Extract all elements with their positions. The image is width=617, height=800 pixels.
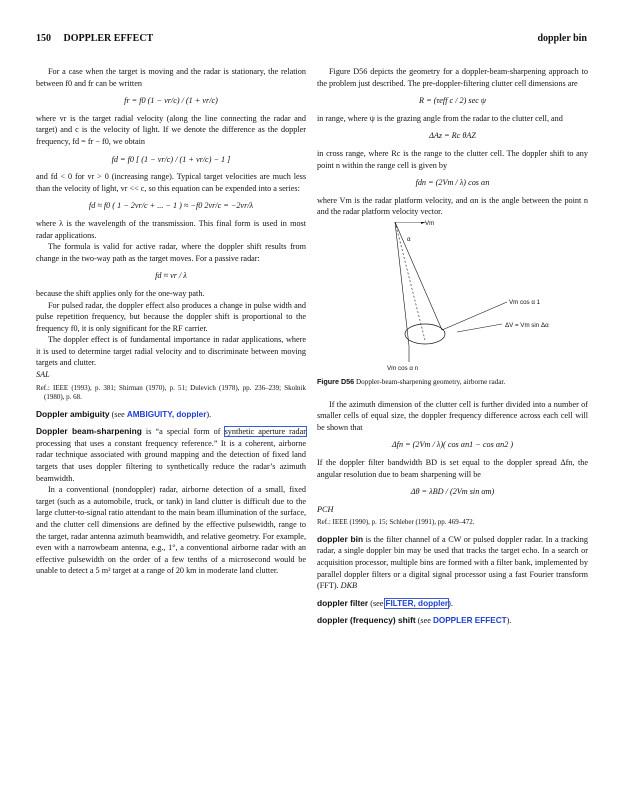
entry-end: ). [448,598,453,608]
entry-see: (see [415,616,433,626]
reference: Ref.: IEEE (1990), p. 15; Schleher (1991), pp. 469–472. [317,518,475,527]
author-signature: PCH [317,504,334,514]
entry-text: is “a special form of [141,427,225,437]
entry-doppler-ambiguity [36,409,306,421]
paragraph: For pulsed radar, the doppler effect also produces a change in pulse width and pulse repetition frequency, but because the doppler shift is proportional to the frequency f0, it is only significant for the RF carrier. [36,300,306,333]
label-vm: Vm [425,219,435,227]
entry-doppler-beam-sharpening [36,426,306,484]
paragraph: The formula is valid for active radar, where the doppler shift results from change in the two-way path as the target moves. For a passive radar: [36,242,306,263]
entry-doppler-filter [317,598,588,610]
entry-term: Doppler beam-sharpening [36,426,142,437]
equation: fdn = (2Vm / λ) cos αn [415,178,490,188]
equation: Δθ = λBD / (2Vm sin αm) [410,487,495,497]
author-signature: SAL [36,370,50,380]
paragraph: In a conventional (nondoppler) radar, airborne detection of a small, fixed target (such as a automobile, truck, or tank) in land clutter is difficult due to the large clutter-to-signal ratio attendant to the main beam illumination of the surface, and the clutter cell dimensions are defined by the effective pulsewidth, range to the target, radar antenna azimuth beamwidth, and relative geometry. For example, even with a narrowbeam antenna, e.g., 1°, a conventional airborne radar with an effective pulsewidth on the order of a few tenths of a microsecond would be unable to detect a 5 m² target at a range of 20 km in moderate land clutter. [36,485,306,576]
entry-text: is the filter channel of a CW or pulsed doppler radar. In a tracking radar, a single doppler bin may be used that tracks the target echo. In a search or acquisition processor, multiple bins are formed with a filter bank, implemented by parallel doppler filters or a digital signal processor using a fast Fourier transform (FFT). [317,534,588,591]
entry-term: doppler (frequency) shift [317,615,416,626]
paragraph: in cross range, where Rc is the range to the clutter cell. The doppler shift to any point n within the range cell is given by [317,148,588,170]
page-number: 150 [36,33,51,44]
equation: fd = f0 [ (1 − vr/c) / (1 + vr/c) − 1 ] [111,154,231,164]
figure-d56 [317,219,588,372]
paragraph: where λ is the wavelength of the transmission. This final form is used in most radar applications. [36,218,306,240]
figure-caption [317,376,588,389]
clutter-cell [405,324,445,344]
entry-text: processing that uses a constant frequency reference.” It is a coherent, airborne radar technique associated with ground mapping and the detection of fixed land targets that uses doppler filtering to synthetically reduce the radar’s azimuth beamwidth. [36,438,306,483]
entry-term: Doppler ambiguity [36,408,110,419]
label-vm-cos-an: Vm cos α n [387,364,419,372]
link-doppler-effect[interactable]: DOPPLER EFFECT [432,616,507,626]
equation: fd ≈ f0 ( 1 − 2vr/c + ... − 1 ) ≈ −f0 2vr/c = −2vr/λ [88,201,254,211]
page-header [36,33,587,47]
right-column [317,66,588,627]
paragraph: Figure D56 depicts the geometry for a doppler-beam-sharpening approach to the problem just described. The pre-doppler-filtering clutter cell dimensions are [317,67,588,88]
label-delta-v: ΔV = Vm sin Δα [505,321,549,329]
header-left [36,33,163,44]
paragraph: where vr is the target radial velocity (along the line connecting the radar and target) and c is the velocity of light. If we denote the difference as the doppler frequency, fd = fr − f0, we obtain [36,113,306,146]
link-ambiguity-doppler[interactable]: AMBIGUITY, doppler [126,409,207,419]
link-filter-doppler[interactable]: FILTER, doppler [385,598,449,608]
paragraph: The doppler effect is of fundamental importance in radar applications, where it is used to determine target radial velocity and to discriminate between moving targets and clutter. [36,335,306,368]
entry-end: ). [206,409,212,419]
paragraph: If the doppler filter bandwidth BD is set equal to the doppler spread Δfn, the angular resolution due to beam sharpening will be [317,457,588,479]
caption-label: Figure D56 [317,376,355,386]
left-column [36,66,306,577]
entry-term: doppler bin [317,533,364,544]
vm-cos-a1-vector [442,302,507,330]
entry-see: (see [111,409,127,419]
beam-geometry-diagram [317,222,588,372]
label-alpha: α [407,235,411,243]
equation: fr = f0 (1 − vr/c) / (1 + vr/c) [124,96,218,106]
paragraph: If the azimuth dimension of the clutter cell is further divided into a number of smaller cells of equal size, the doppler frequency difference across each cell will be shown that [317,399,588,432]
beam-edge-line [395,222,442,330]
delta-v-vector [457,324,502,332]
entry-end: ). [506,616,512,626]
link-synthetic-aperture-radar[interactable]: synthetic aperture radar [224,427,306,437]
caption-text: Doppler-beam-sharpening geometry, airborne radar. [355,377,506,386]
entry-see: (see [368,598,386,608]
paragraph: For a case when the target is moving and the radar is stationary, the relation between f0 and fr can be written [36,67,306,88]
paragraph: where Vm is the radar platform velocity, and αn is the angle between the point n and the radar platform velocity vector. [317,195,588,217]
label-vm-cos-a1: Vm cos α 1 [509,298,541,306]
section-title: DOPPLER EFFECT [63,33,154,44]
paragraph: and fd < 0 for vr > 0 (increasing range). Typical target velocities are much less than the velocity of light, vr << c, so this equation can be expended into a series: [36,172,306,193]
paragraph: because the shift applies only for the one-way path. [36,288,205,298]
equation: ΔAz = Rc θAZ [429,131,476,141]
equation: Δfn = (2Vm / λ)( cos αn1 − cos αn2 ) [391,440,514,450]
equation: R = (τeff c / 2) sec ψ [419,96,486,106]
equation: fd ≈ vr / λ [155,271,187,281]
running-title: doppler bin [537,33,587,44]
reference: Ref.: IEEE (1993), p. 381; Shirman (1970), p. 51; Dulevich (1978), pp. 236–239; Skolnik (1980), p. 68. [36,383,306,402]
entry-term: doppler filter [317,597,369,608]
paragraph: in range, where ψ is the grazing angle from the radar to the clutter cell, and [317,113,563,123]
author-signature: DKB [340,581,358,591]
entry-doppler-bin [317,534,588,592]
entry-doppler-frequency-shift [317,615,588,627]
